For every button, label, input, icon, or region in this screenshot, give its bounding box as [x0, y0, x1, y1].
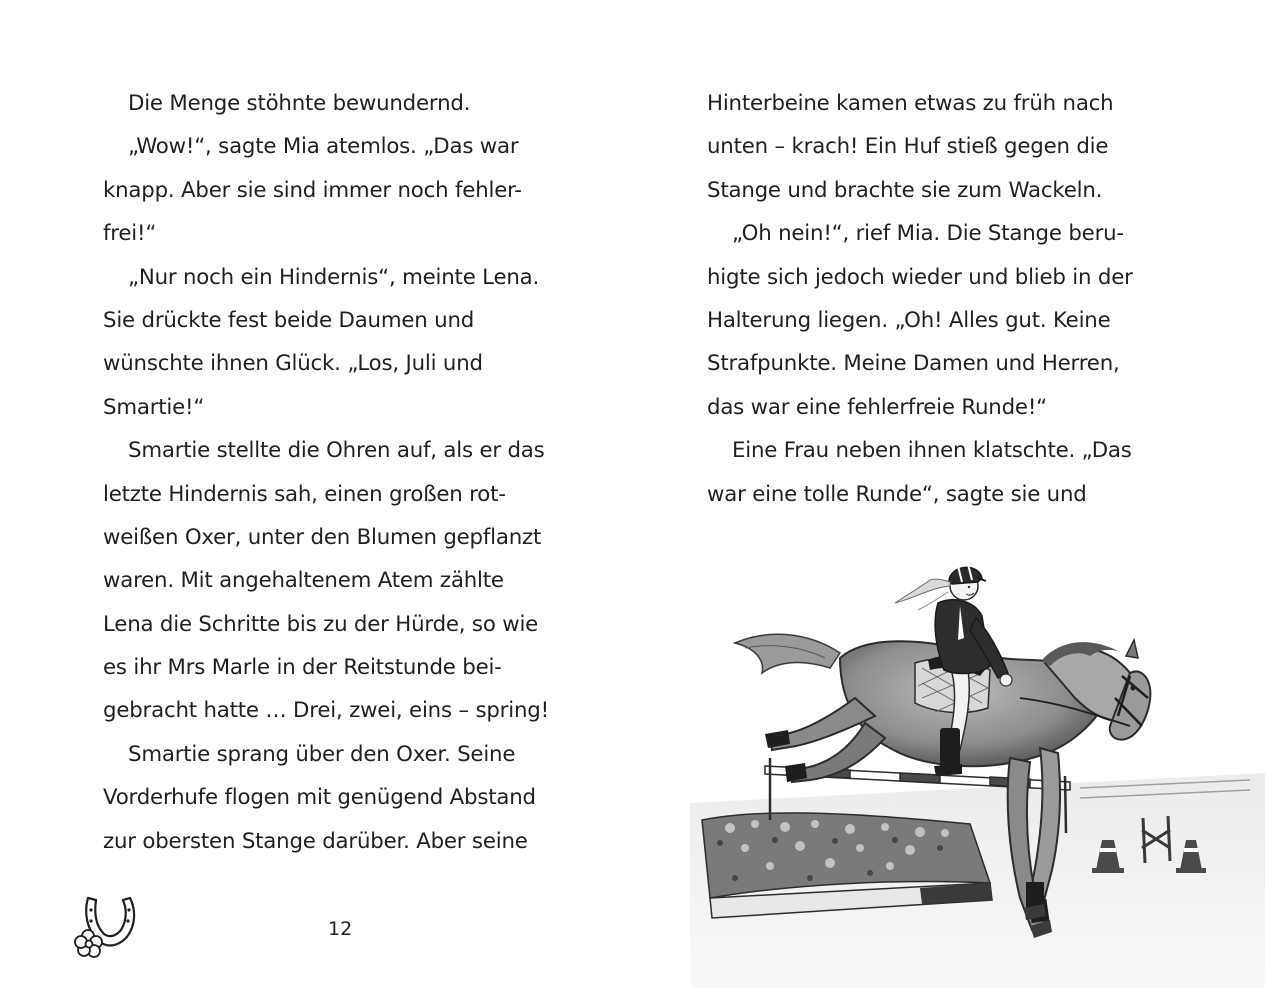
- text-line: das war eine fehlerfreie Runde!“: [707, 394, 1047, 420]
- girl-jumping-horse-over-oxer-illustration: [690, 548, 1265, 988]
- text-line: Strafpunkte. Meine Damen und Herren,: [707, 351, 1120, 377]
- text-line: „Nur noch ein Hindernis“, meinte Lena.: [128, 264, 540, 290]
- right-page-text: [707, 82, 1177, 516]
- text-line: zur obersten Stange darüber. Aber seine: [103, 828, 528, 854]
- text-line: weißen Oxer, unter den Blumen gepflanzt: [103, 524, 542, 550]
- text-line: war eine tolle Runde“, sagte sie und: [707, 481, 1087, 507]
- text-line: Smartie stellte die Ohren auf, als er das: [128, 438, 545, 464]
- text-line: Eine Frau neben ihnen klatschte. „Das: [732, 438, 1132, 464]
- text-line: Smartie!“: [103, 394, 205, 420]
- text-line: letzte Hindernis sah, einen großen rot-: [103, 481, 506, 507]
- horseshoe-with-flower-icon: [74, 890, 142, 958]
- text-line: Vorderhufe flogen mit genügend Abstand: [103, 785, 536, 811]
- text-line: higte sich jedoch wieder und blieb in der: [707, 264, 1133, 290]
- text-line: es ihr Mrs Marle in der Reitstunde bei-: [103, 655, 502, 681]
- text-line: Smartie sprang über den Oxer. Seine: [128, 741, 516, 767]
- text-line: Hinterbeine kamen etwas zu früh nach: [707, 91, 1114, 116]
- text-line: knapp. Aber sie sind immer noch fehler-: [103, 177, 522, 203]
- text-line: Sie drückte fest beide Daumen und: [103, 307, 475, 333]
- text-line: wünschte ihnen Glück. „Los, Juli und: [103, 351, 483, 377]
- text-line: Lena die Schritte bis zu der Hürde, so wie: [103, 611, 539, 637]
- text-line: „Wow!“, sagte Mia atemlos. „Das war: [128, 134, 519, 160]
- text-line: „Oh nein!“, rief Mia. Die Stange beru-: [732, 221, 1124, 247]
- page-number: 12: [328, 918, 353, 940]
- text-line: Stange und brachte sie zum Wackeln.: [707, 177, 1103, 203]
- left-page-text: [103, 82, 563, 863]
- text-line: waren. Mit angehaltenem Atem zählte: [103, 568, 504, 594]
- text-line: gebracht hatte … Drei, zwei, eins – spring!: [103, 698, 549, 724]
- text-line: frei!“: [103, 221, 157, 247]
- text-line: unten – krach! Ein Huf stieß gegen die: [707, 134, 1109, 160]
- text-line: Halterung liegen. „Oh! Alles gut. Keine: [707, 307, 1111, 333]
- text-line: Die Menge stöhnte bewundernd.: [128, 91, 471, 116]
